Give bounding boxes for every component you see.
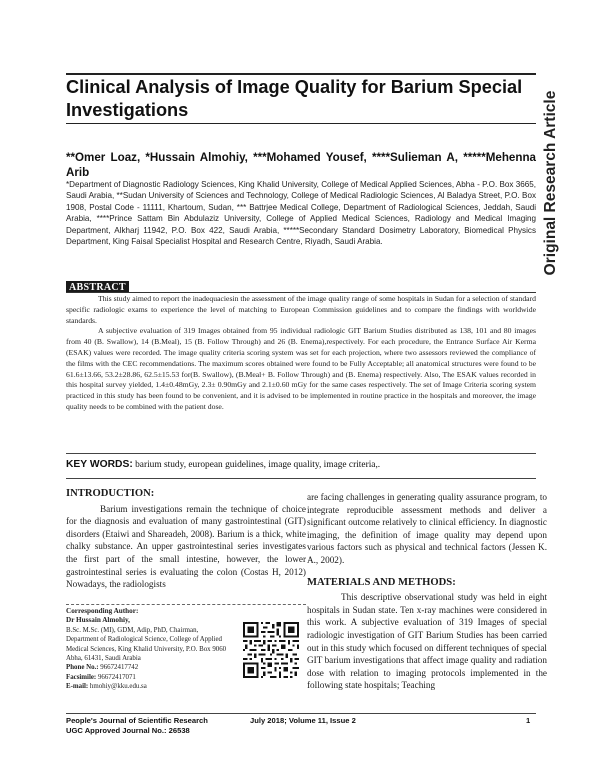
issue-info: July 2018; Volume 11, Issue 2 [250, 716, 356, 725]
title-bottom-rule [66, 123, 536, 124]
corresponding-author-block [66, 607, 231, 692]
page-number: 1 [526, 716, 531, 725]
left-column [66, 488, 306, 591]
introduction-heading: INTRODUCTION: [66, 488, 155, 499]
paper-title: Clinical Analysis of Image Quality for Barium Special Investigations [66, 77, 523, 120]
right-column [307, 491, 547, 692]
introduction-text: Barium investigations remain the technique of choice for the diagnosis and evaluation of many gastrointestinal (GIT) disorders (Etaiwi and Shareadeh, 2008). Barium is a thick, white chalky substance. An upper gastrointestinal series investigates the first part of the small intestine, however, the lower gastrointestinal series is evaluating the colon (Costas H, 2012) Nowadays, the radiologists [66, 503, 306, 590]
corresponding-label: Corresponding Author: [66, 607, 139, 615]
article-type-label: Original Research Article [542, 90, 559, 276]
ugc-approval: UGC Approved Journal No.: 26538 [66, 726, 190, 735]
abstract-paragraph: A subjective evaluation of 319 Images obtained from 95 individual radiologic GIT Barium Studies distributed as 138, 101 and 80 images from 40 (B. Swallow), 14 (B.Meal), 15 (B. Follow Through) and 26 (B. Enema),respectively. For each procedure, the Entrance Surface Air Kerma (ESAK) values were recorded. The image quality criteria scoring system was set for each projection, where two assessors reviewed the compliance of the films with the CEC recommendations. The maximum scores obtained were found to be Fully Acceptable; all anatomical structures were found to be 61.6±13.66, 53.2±28.86, 62.5±15.53 for(B. Swallow), (B.Meal+ B. Follow Through) and (B. Enema) respectively. Also, The ESAK values recorded in this hospital survey yielded, 1.4±0.48mGy, 2.3± 0.90mGy and 2.1±0.60 mGy for the same cases respectively. The set of Image Criteria scoring system practiced in this study has been found to be convenient, and it is advised to be implemented in routine practice in the hospitals and moreover, the image quality needs to be combined with the patient dose. [66, 326, 536, 411]
corresponding-name: Dr Hussain Almohiy, [66, 616, 130, 625]
keywords-bottom-rule [66, 478, 536, 479]
keywords-top-rule [66, 453, 536, 454]
journal-name: People's Journal of Scientific Research [66, 716, 208, 725]
keywords-line [66, 459, 536, 470]
abstract-heading: ABSTRACT [66, 281, 129, 293]
affiliations: *Department of Diagnostic Radiology Sciences, King Khalid University, College of Medical Applied Sciences, Abha - P.O. Box 3665, Saudi Arabia, **Sudan University of Sciences and Technology, College of Medical Radiologic Sciences, Al Baladya Street, P.O. Box 1908, Postal Code - 11111, Khartoum, Sudan, *** Battrjee Medical College, Department of Radiological Sciences, Jeddah, Saudi Arabia, ****Prince Sattam Bin Abdulaziz University, College of Applied Medical Sciences, Radiology and Medical Imaging Department, Alkharj 11942, P.O. Box 422, Saudi Arabia, *****Secondary Standard Dosimetry Laboratory, Biomedical Physics Department, King Faisal Specialist Hospital and Research Centre, Riyadh, Saudi Arabia. [66, 180, 536, 247]
abstract-paragraph: This study aimed to report the inadequaciesin the assessment of the image quality range of some hospitals in Sudan for a selection of standard specific radiologic exams to experience the level of matching to European Commission guidelines and to compare the findings with worldwide standards. [66, 294, 536, 325]
title-top-rule [66, 73, 536, 75]
abstract-rule [66, 292, 536, 293]
right-column-paragraph: are facing challenges in generating quality assurance program, to integrate reproducible assessment methods and deliver a significant outcome relatively to clinical efficiency. In diagnostic imaging, the definition of image quality may depend upon various factors such as physical and technical factors (Jessen K. A., 2002). [307, 492, 547, 565]
footnote-separator [66, 604, 306, 605]
corresponding-fax: Facsimile: 96672417071 [66, 673, 136, 681]
abstract-body [66, 294, 536, 413]
corresponding-details: B.Sc. M.Sc. (MI), GDM, Adip, PhD, Chairman, Department of Radiological Science, College of Applied Medical Sciences, King Khalid University, P.O. Box 9060 Abha, 61431, Saudi Arabia [66, 626, 227, 663]
methods-heading: MATERIALS AND METHODS: [307, 576, 456, 588]
footer-rule [66, 713, 536, 714]
corresponding-email: E-mail: hmohiy@kku.edu.sa [66, 683, 147, 691]
keywords-label: KEY WORDS: [66, 459, 133, 470]
keywords-text: barium study, european guidelines, image quality, image criteria,. [132, 460, 381, 470]
qr-code [243, 622, 299, 678]
author-list: **Omer Loaz, *Hussain Almohiy, ***Mohamed Yousef, ****Sulieman A, *****Mehenna Arib [66, 151, 536, 179]
corresponding-phone: Phone No.: 96672417742 [66, 664, 139, 672]
methods-text: This descriptive observational study was held in eight hospitals in Sudan state. Ten x-ray machines were considered in this work. A subjective evaluation of 319 Images of special radiologic investigation of GIT Barium Studies has been carried out in this study which focused on different techniques of special GIT barium investigations that affect image quality and radiation dose with relation to imaging protocols implemented in the following state hospitals; Teaching [307, 592, 547, 691]
